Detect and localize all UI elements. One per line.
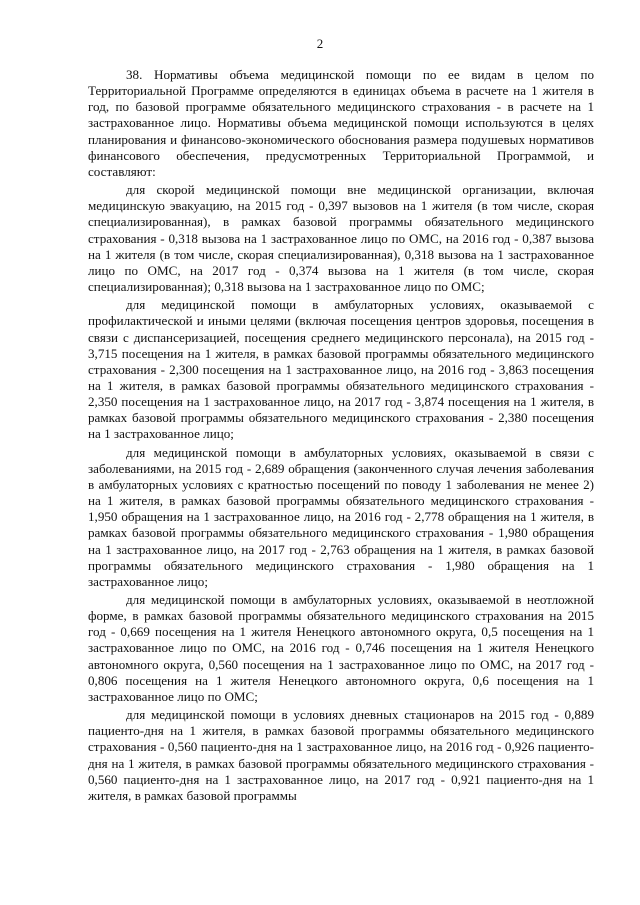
document-body — [88, 67, 594, 806]
paragraph-emergency-care: для скорой медицинской помощи вне медицинской организации, включая медицинскую эвакуацию, на 2015 год - 0,397 вызовов на 1 жителя (в том числе, скорая специализированная), в рамках базовой программы обязательного медицинского страхования - 0,318 вызова на 1 застрахованное лицо по ОМС, на 2016 год - 0,387 вызова на 1 жителя (в том числе, скорая специализированная), 0,318 вызова на 1 застрахованное лицо по ОМС, на 2017 год - 0,374 вызова на 1 жителя (в том числе, скорая специализированная); 0,318 вызова на 1 застрахованное лицо по ОМС; — [88, 182, 594, 295]
paragraph-volume-norms: 38. Нормативы объема медицинской помощи по ее видам в целом по Территориальной Программе определяются в единицах объема в расчете на 1 жителя в год, по базовой программе обязательного медицинского страхования - в расчете на 1 застрахованное лицо. Нормативы объема медицинской помощи используются в целях планирования и финансово-экономического обоснования размера подушевых нормативов финансового обеспечения, предусмотренных Территориальной Программой, и составляют: — [88, 67, 594, 179]
paragraph-outpatient-disease: для медицинской помощи в амбулаторных условиях, оказываемой в связи с заболеваниями, на 2015 год - 2,689 обращения (законченного случая лечения заболевания в амбулаторных условиях с кратностью посещений по поводу 1 заболевания не менее 2) на 1 жителя, в рамках базовой программы обязательного медицинского страхования - 1,950 обращения на 1 застрахованное лицо, на 2016 год - 2,778 обращения на 1 жителя, в рамках базовой программы обязательного медицинского страхования - 1,980 обращения на 1 застрахованное лицо, на 2017 год - 2,763 обращения на 1 жителя, в рамках базовой программы обязательного медицинского страхования - 1,980 обращения на 1 застрахованное лицо; — [88, 444, 594, 589]
paragraph-outpatient-urgent: для медицинской помощи в амбулаторных условиях, оказываемой в неотложной форме, в рамках базовой программы обязательного медицинского страхования на 2015 год - 0,669 посещения на 1 жителя Ненецкого автономного округа, 0,5 посещения на 1 застрахованное лицо по ОМС, на 2016 год - 0,746 посещения на 1 жителя Ненецкого автономного округа, 0,560 посещения на 1 застрахованное лицо по ОМС, на 2017 год - 0,806 посещения на 1 жителя Ненецкого автономного округа, 0,6 посещения на 1 застрахованное лицо по ОМС; — [88, 592, 594, 704]
paragraph-outpatient-preventive: для медицинской помощи в амбулаторных условиях, оказываемой с профилактической и иными целями (включая посещения центров здоровья, посещения в связи с диспансеризацией, посещения среднего медицинского персонала), на 2015 год - 3,715 посещения на 1 жителя, в рамках базовой программы обязательного медицинского страхования - 2,300 посещения на 1 застрахованное лицо, на 2016 год - 3,863 посещения на 1 жителя, в рамках базовой программы обязательного медицинского страхования - 2,350 посещения на 1 застрахованное лицо, на 2017 год - 3,874 посещения на 1 жителя, в рамках базовой программы обязательного медицинского страхования - 2,380 посещения на 1 застрахованное лицо; — [88, 297, 594, 442]
paragraph-day-hospital: для медицинской помощи в условиях дневных стационаров на 2015 год - 0,889 пациенто-дня на 1 жителя, в рамках базовой программы обязательного медицинского страхования - 0,560 пациенто-дня на 1 застрахованное лицо, на 2016 год - 0,926 пациенто-дня на 1 жителя, в рамках базовой программы обязательного медицинского страхования - 0,560 пациенто-дня на 1 застрахованное лицо, на 2017 год - 0,921 пациенто-дня на 1 жителя, в рамках базовой программы — [88, 707, 594, 803]
page-number: 2 — [316, 36, 324, 51]
